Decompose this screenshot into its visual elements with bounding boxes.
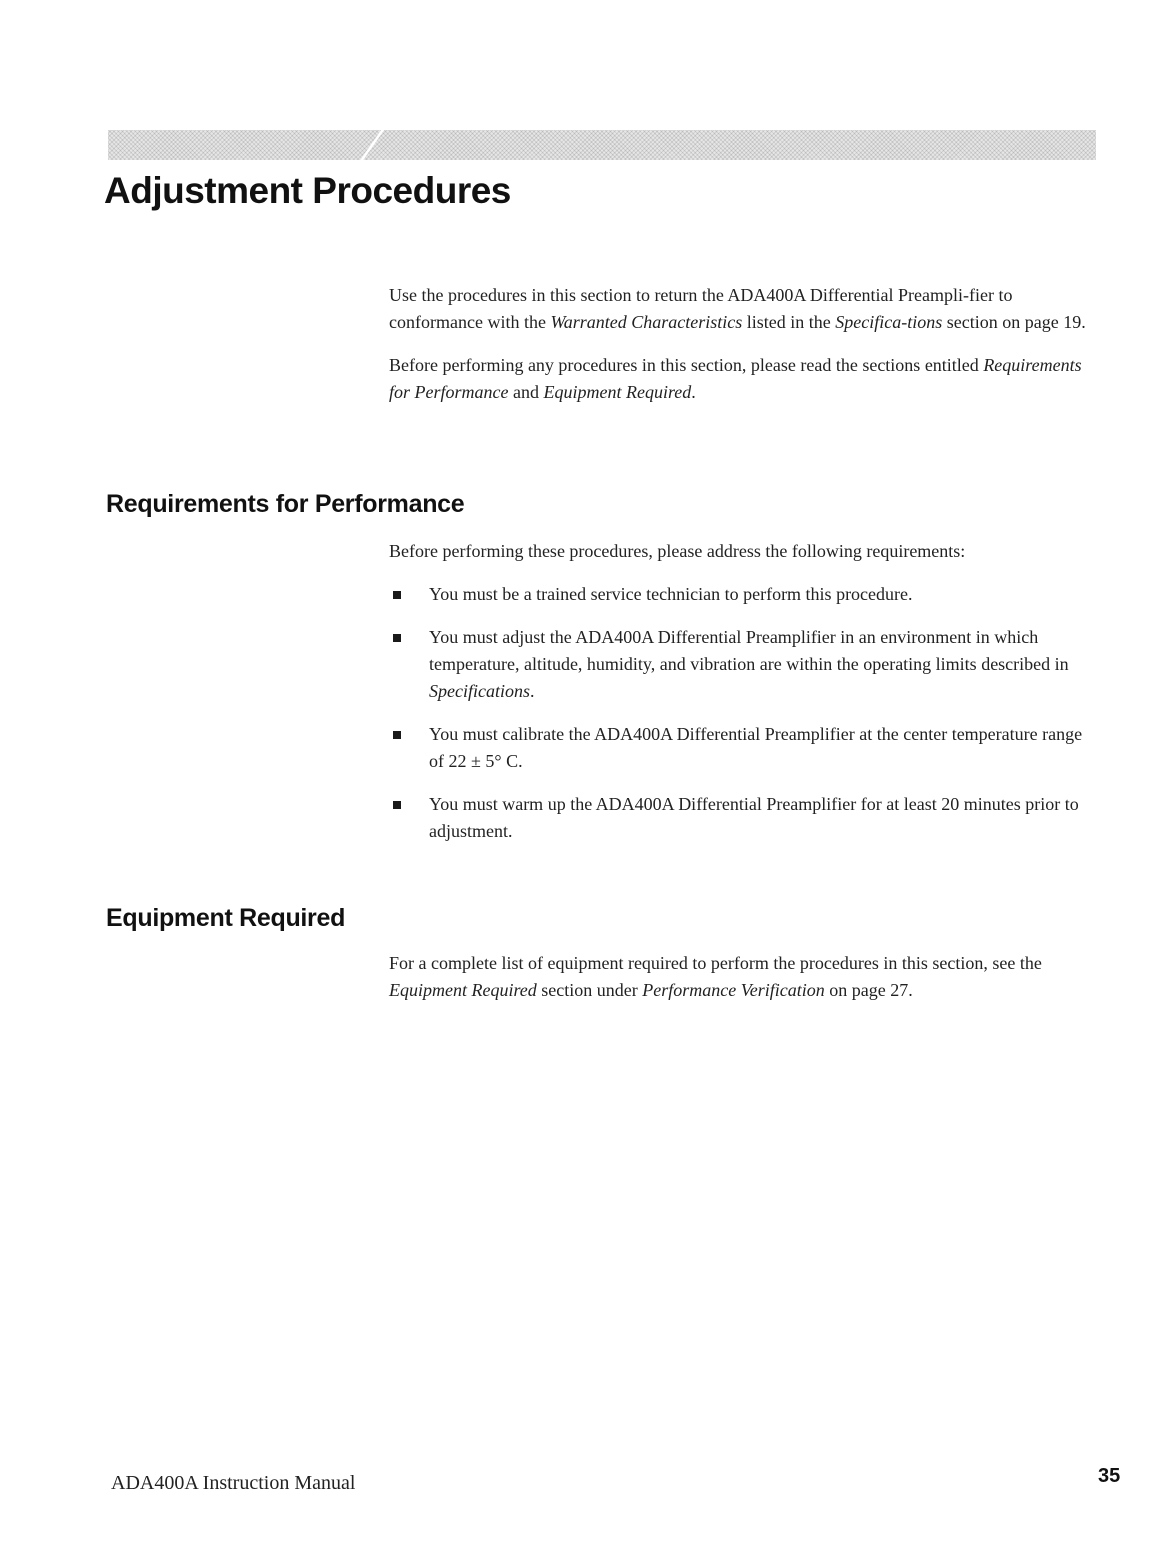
specifications-ref: Specifica-tions — [835, 312, 943, 332]
intro-paragraph-2: Before performing any procedures in this section, please read the sections entitled Requirements for Performance and Equipment Required. — [389, 355, 1082, 402]
intro-paragraph-1: Use the procedures in this section to return the ADA400A Differential Preampli-fier to conformance with the Warranted Characteristics listed in the Specifica-tions section on page 19. — [389, 285, 1086, 332]
requirements-section — [389, 538, 1101, 845]
equipment-required-ref: Equipment Required — [389, 980, 537, 1000]
bullet-square-icon — [393, 731, 401, 739]
footer-manual-title: ADA400A Instruction Manual — [111, 1472, 356, 1494]
list-item: You must adjust the ADA400A Differential Preamplifier in an environment in which temperature, altitude, humidity, and vibration are within the operating limits described in Specifications. — [389, 624, 1101, 705]
requirements-ref: Requirements for Performance — [389, 355, 1082, 402]
bullet-square-icon — [393, 634, 401, 642]
performance-verification-ref: Performance Verification — [642, 980, 825, 1000]
requirements-heading: Requirements for Performance — [106, 490, 465, 518]
equipment-ref: Equipment Required — [543, 382, 692, 402]
equipment-section — [389, 950, 1101, 1004]
equipment-heading: Equipment Required — [106, 904, 346, 932]
chapter-header-bar — [108, 130, 1096, 160]
list-item: You must warm up the ADA400A Differential Preamplifier for at least 20 minutes prior to adjustment. — [389, 791, 1101, 845]
header-bar-slash — [357, 128, 385, 164]
intro-section — [389, 282, 1101, 406]
equipment-paragraph: For a complete list of equipment required to perform the procedures in this section, see the Equipment Required section under Performance Verification on page 27. — [389, 953, 1042, 1000]
footer-page-number: 35 — [1098, 1465, 1121, 1487]
list-item: You must calibrate the ADA400A Differential Preamplifier at the center temperature range of 22 ± 5° C. — [389, 721, 1101, 775]
warranted-characteristics-ref: Warranted Characteristics — [550, 312, 743, 332]
list-item: You must be a trained service technician to perform this procedure. — [389, 581, 1101, 608]
bullet-square-icon — [393, 591, 401, 599]
chapter-title: Adjustment Procedures — [104, 170, 511, 211]
requirements-list — [389, 581, 1101, 845]
bullet-square-icon — [393, 801, 401, 809]
requirements-lead: Before performing these procedures, please address the following requirements: — [389, 541, 966, 561]
